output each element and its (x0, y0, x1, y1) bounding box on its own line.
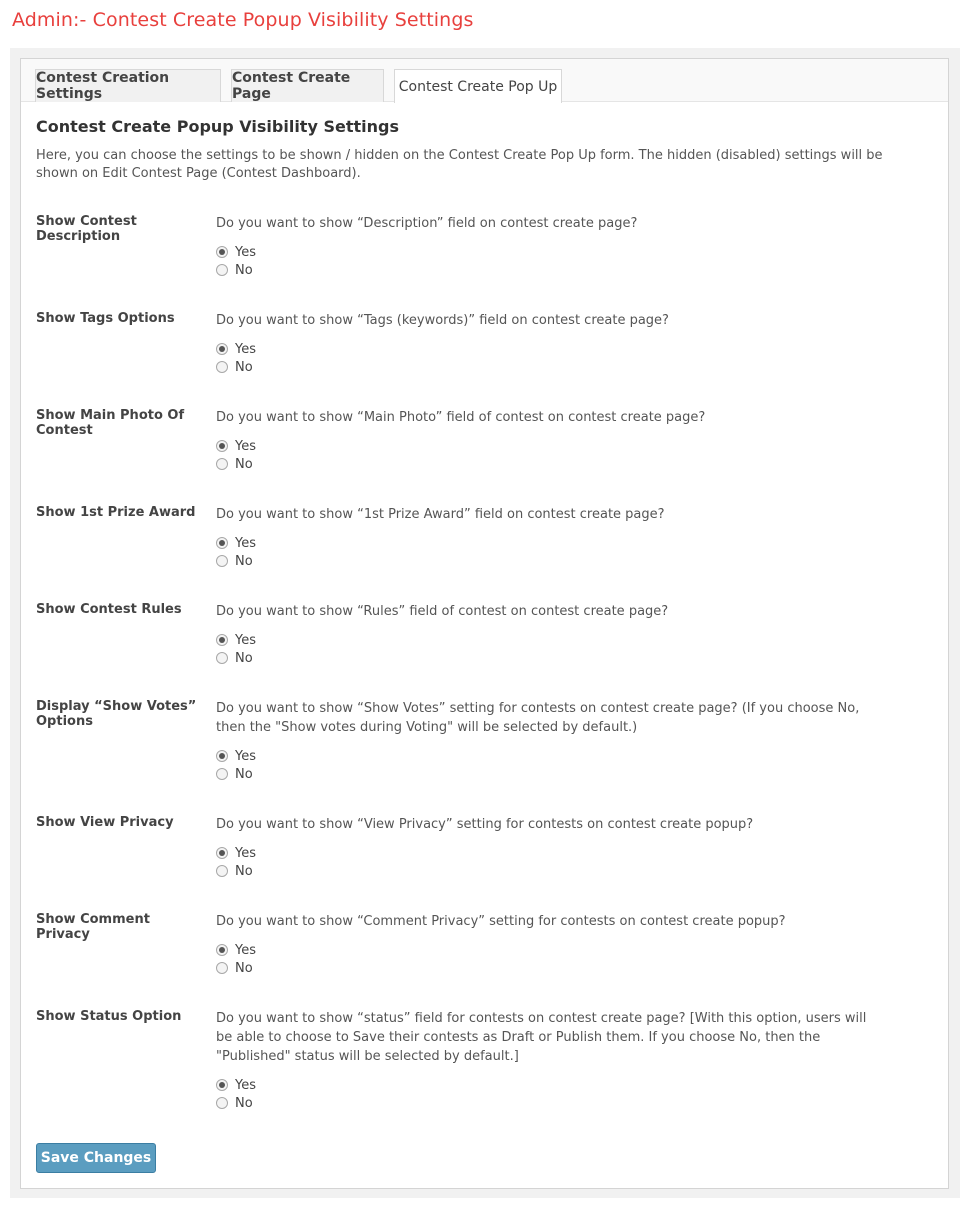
radio-yes[interactable] (216, 437, 876, 455)
radio-unchecked-icon[interactable] (216, 962, 228, 974)
radio-yes[interactable] (216, 941, 876, 959)
radio-yes[interactable] (216, 243, 876, 261)
setting-label: Show Tags Options (36, 311, 175, 326)
radio-group (216, 747, 876, 783)
radio-unchecked-icon[interactable] (216, 458, 228, 470)
radio-checked-icon[interactable] (216, 1079, 228, 1091)
radio-label: Yes (235, 244, 256, 260)
radio-unchecked-icon[interactable] (216, 264, 228, 276)
radio-checked-icon[interactable] (216, 537, 228, 549)
setting-label: Show Status Option (36, 1009, 182, 1024)
radio-yes[interactable] (216, 534, 876, 552)
setting-question: Do you want to show “Tags (keywords)” field on contest create page? (216, 313, 669, 328)
radio-label: No (235, 456, 253, 472)
radio-checked-icon[interactable] (216, 246, 228, 258)
setting-question: Do you want to show “Comment Privacy” setting for contests on contest create popup? (216, 914, 786, 929)
radio-label: No (235, 766, 253, 782)
page-heading: Admin:- Contest Create Popup Visibility Settings (12, 9, 474, 31)
tab-contest-create-pop-up[interactable]: Contest Create Pop Up (394, 69, 562, 103)
radio-no[interactable] (216, 649, 876, 667)
tab-contest-creation-settings[interactable]: Contest Creation Settings (35, 69, 221, 102)
radio-label: No (235, 650, 253, 666)
setting-question: Do you want to show “View Privacy” setting for contests on contest create popup? (216, 817, 754, 832)
radio-checked-icon[interactable] (216, 634, 228, 646)
radio-unchecked-icon[interactable] (216, 865, 228, 877)
radio-no[interactable] (216, 455, 876, 473)
radio-checked-icon[interactable] (216, 343, 228, 355)
radio-checked-icon[interactable] (216, 750, 228, 762)
radio-label: Yes (235, 341, 256, 357)
settings-wrapper (10, 48, 960, 1198)
radio-yes[interactable] (216, 844, 876, 862)
section-title: Contest Create Popup Visibility Settings (36, 117, 399, 136)
setting-label: Show View Privacy (36, 815, 174, 830)
radio-yes[interactable] (216, 340, 876, 358)
setting-question: Do you want to show “1st Prize Award” field on contest create page? (216, 507, 665, 522)
section-description: Here, you can choose the settings to be shown / hidden on the Contest Create Pop Up form. The hidden (disabled) settings will be shown on Edit Contest Page (Contest Dashboard). (36, 148, 883, 181)
radio-group (216, 941, 876, 977)
settings-panel (20, 58, 949, 1189)
radio-group (216, 534, 876, 570)
radio-unchecked-icon[interactable] (216, 652, 228, 664)
radio-label: No (235, 553, 253, 569)
radio-group (216, 340, 876, 376)
radio-yes[interactable] (216, 631, 876, 649)
radio-group (216, 1076, 876, 1112)
radio-label: No (235, 863, 253, 879)
setting-label: Show 1st Prize Award (36, 505, 196, 520)
setting-question: Do you want to show “Main Photo” field of contest on contest create page? (216, 410, 706, 425)
radio-no[interactable] (216, 1094, 876, 1112)
radio-label: Yes (235, 1077, 256, 1093)
setting-label: Display “Show Votes” Options (36, 699, 197, 729)
radio-checked-icon[interactable] (216, 944, 228, 956)
radio-no[interactable] (216, 959, 876, 977)
radio-label: Yes (235, 942, 256, 958)
radio-group (216, 437, 876, 473)
radio-label: Yes (235, 535, 256, 551)
radio-label: No (235, 1095, 253, 1111)
radio-yes[interactable] (216, 747, 876, 765)
setting-label: Show Contest Description (36, 214, 137, 244)
radio-unchecked-icon[interactable] (216, 555, 228, 567)
setting-question: Do you want to show “Description” field on contest create page? (216, 216, 638, 231)
tab-bar (21, 59, 948, 102)
setting-label: Show Contest Rules (36, 602, 182, 617)
radio-label: Yes (235, 438, 256, 454)
radio-no[interactable] (216, 261, 876, 279)
radio-no[interactable] (216, 552, 876, 570)
tab-contest-create-page[interactable]: Contest Create Page (231, 69, 384, 102)
save-changes-button[interactable]: Save Changes (36, 1143, 156, 1173)
radio-yes[interactable] (216, 1076, 876, 1094)
setting-label: Show Main Photo Of Contest (36, 408, 185, 438)
radio-unchecked-icon[interactable] (216, 361, 228, 373)
radio-unchecked-icon[interactable] (216, 768, 228, 780)
radio-group (216, 631, 876, 667)
radio-no[interactable] (216, 765, 876, 783)
radio-unchecked-icon[interactable] (216, 1097, 228, 1109)
setting-question: Do you want to show “Show Votes” setting for contests on contest create page? (If you choose No, then the "Show votes during Voting" will be selected by default.) (216, 701, 860, 735)
radio-checked-icon[interactable] (216, 440, 228, 452)
radio-group (216, 844, 876, 880)
radio-label: No (235, 960, 253, 976)
setting-question: Do you want to show “Rules” field of contest on contest create page? (216, 604, 669, 619)
radio-checked-icon[interactable] (216, 847, 228, 859)
radio-label: Yes (235, 748, 256, 764)
radio-label: Yes (235, 632, 256, 648)
radio-label: No (235, 359, 253, 375)
setting-label: Show Comment Privacy (36, 912, 150, 942)
radio-label: No (235, 262, 253, 278)
radio-no[interactable] (216, 358, 876, 376)
radio-group (216, 243, 876, 279)
setting-question: Do you want to show “status” field for contests on contest create page? [With this option, users will be able to choose to Save their contests as Draft or Publish them. If you choose No, then the "Published" status will be selected by default.] (216, 1011, 867, 1064)
radio-label: Yes (235, 845, 256, 861)
radio-no[interactable] (216, 862, 876, 880)
